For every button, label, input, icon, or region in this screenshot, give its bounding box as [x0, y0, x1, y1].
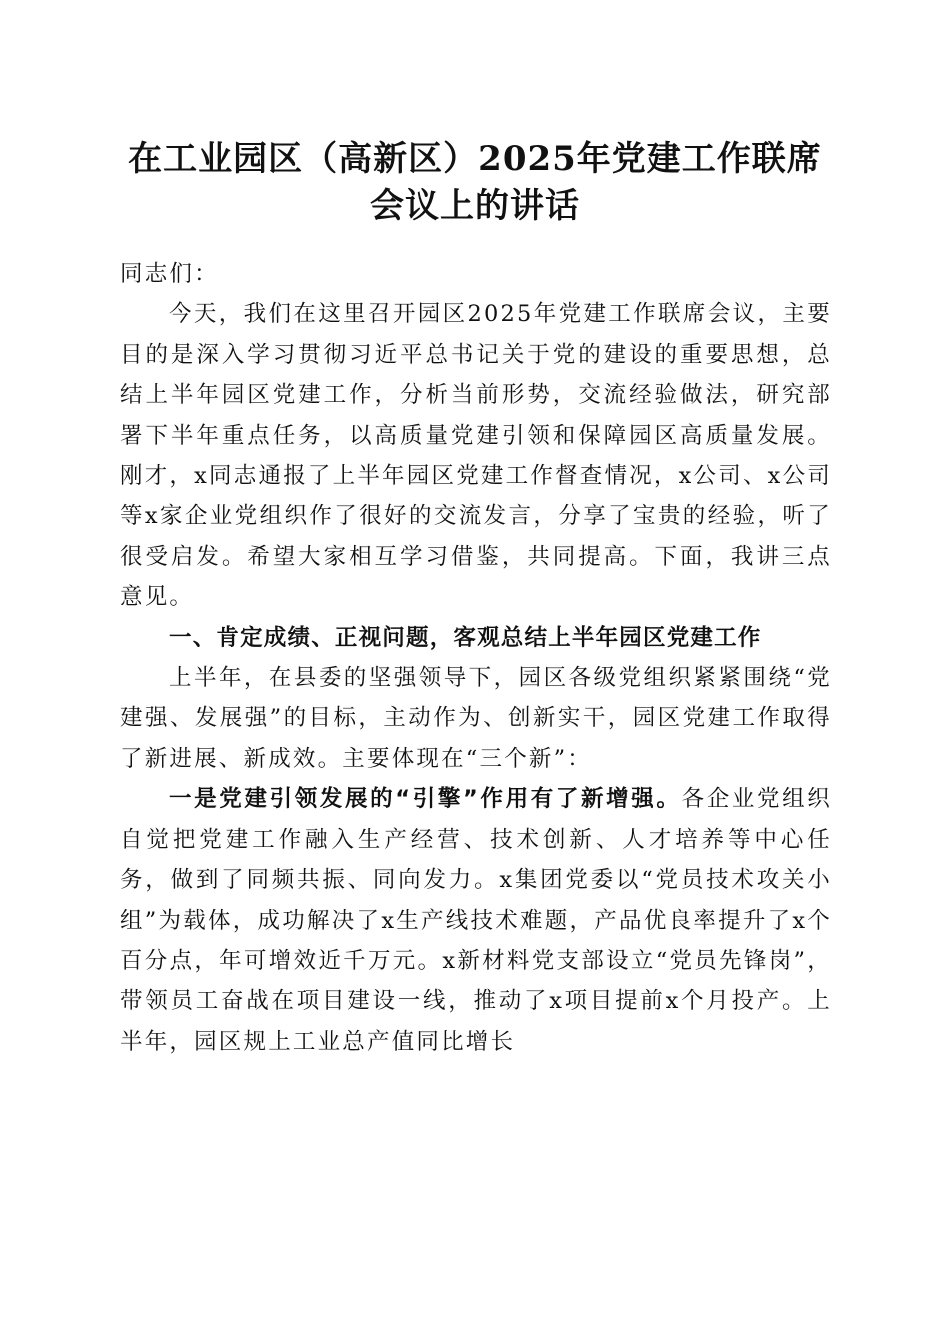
point-1-lead: 一是党建引领发展的“引擎”作用有了新增强。 — [169, 786, 682, 813]
title-line-2: 会议上的讲话 — [370, 186, 580, 226]
salutation: 同志们： — [120, 261, 219, 287]
title-line-1: 在工业园区（高新区）2025年党建工作联席 — [128, 139, 822, 179]
document-body — [120, 254, 832, 1062]
section-1-paragraph: 上半年，在县委的坚强领导下，园区各级党组织紧紧围绕“党建强、发展强”的目标，主动作为、创新实干，园区党建工作取得了新进展、新成效。主要体现在“三个新”： — [120, 665, 832, 772]
section-1-heading: 一、肯定成绩、正视问题，客观总结上半年园区党建工作 — [169, 624, 762, 651]
point-1-paragraph — [120, 779, 832, 1062]
point-1-text: 各企业党组织自觉把党建工作融入生产经营、技术创新、人才培养等中心任务，做到了同频共振、同向发力。x集团党委以“党员技术攻关小组”为载体，成功解决了x生产线技术难题，产品优良率提升了x个百分点，年可增效近千万元。x新材料党支部设立“党员先锋岗”，带领员工奋战在项目建设一线，推动了x项目提前x个月投产。上半年，园区规上工业总产值同比增长 — [120, 786, 832, 1055]
intro-paragraph: 今天，我们在这里召开园区2025年党建工作联席会议，主要目的是深入学习贯彻习近平总书记关于党的建设的重要思想，总结上半年园区党建工作，分析当前形势，交流经验做法，研究部署下半年重点任务，以高质量党建引领和保障园区高质量发展。刚才，x同志通报了上半年园区党建工作督查情况，x公司、x公司等x家企业党组织作了很好的交流发言，分享了宝贵的经验，听了很受启发。希望大家相互学习借鉴，共同提高。下面，我讲三点意见。 — [120, 301, 832, 611]
document-title — [100, 136, 850, 230]
